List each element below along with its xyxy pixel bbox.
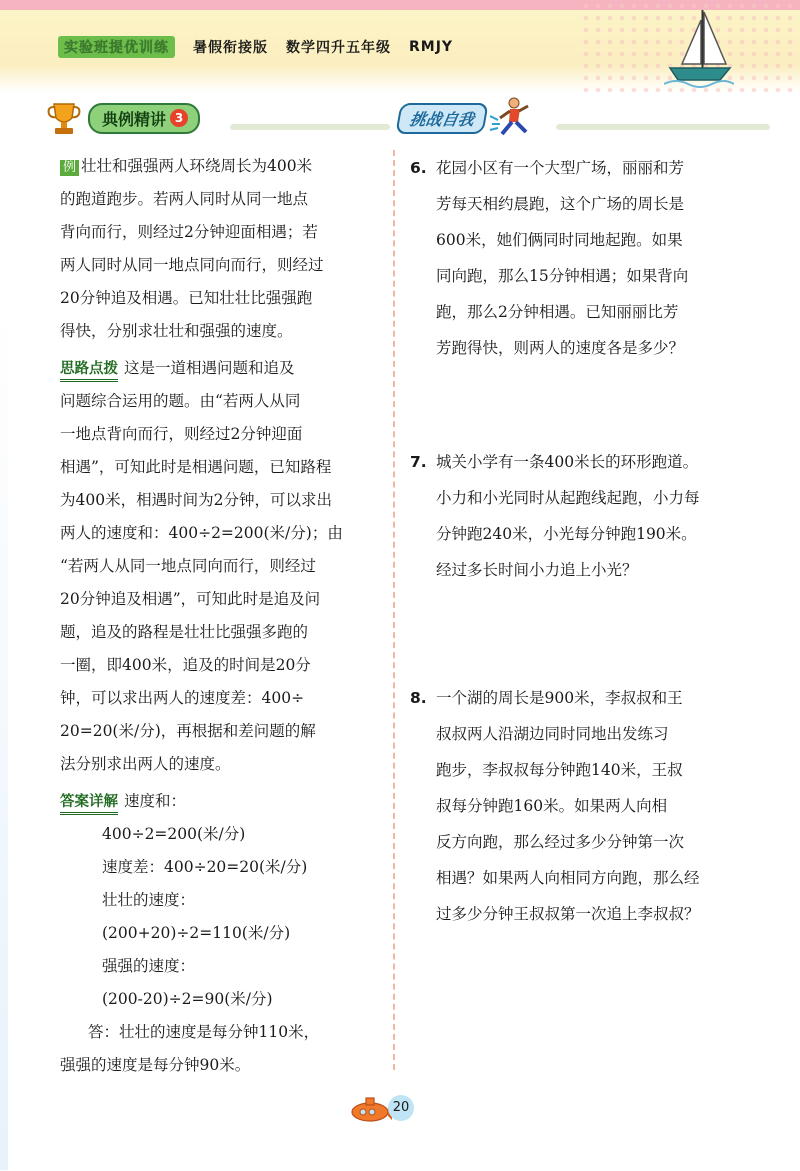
hint-label: 思路点拨: [60, 359, 118, 382]
example-tag: 例: [60, 160, 79, 176]
hint-line: 相遇”，可知此时是相遇问题，已知路程: [60, 458, 332, 476]
problem-line: 反方向跑，那么经过多少分钟第一次: [436, 833, 685, 851]
trophy-icon: [44, 98, 84, 138]
example-title-pill: [88, 103, 200, 134]
submarine-icon: [348, 1092, 392, 1124]
problem-number: 8.: [410, 689, 427, 707]
problem-line: 同向跑，那么15分钟相遇；如果背向: [436, 267, 689, 285]
problem-line: 芳跑得快，则两人的速度各是多少？: [436, 339, 685, 357]
problem-line: 经过多长时间小力追上小光？: [436, 561, 638, 579]
edition-code: RMJY: [409, 39, 454, 55]
problem-line: 叔每分钟跑160米。如果两人向相: [436, 797, 668, 815]
subject-label: 数学四升五年级: [286, 40, 391, 56]
problem-line: 跑，那么2分钟相遇。已知丽丽比芳: [436, 303, 679, 321]
hint-line: 问题综合运用的题。由“若两人从同: [60, 392, 301, 410]
page-footer: [348, 1092, 414, 1124]
problem-line: 花园小区有一个大型广场，丽丽和芳: [436, 159, 685, 177]
problem-line: 跑步，李叔叔每分钟跑140米，王叔: [436, 761, 683, 779]
hint-line: 题，追及的路程是壮壮比强强多跑的: [60, 623, 309, 641]
problem-line: 叔叔两人沿湖边同时同地出发练习: [436, 725, 669, 743]
problem-line: 分钟跑240米，小光每分钟跑190米。: [436, 525, 697, 543]
answer-line: 壮壮的速度：: [102, 891, 196, 909]
answer-label: 答案详解: [60, 792, 118, 815]
hint-line: 为400米，相遇时间为2分钟，可以求出: [60, 491, 332, 509]
problem-text: [436, 150, 754, 366]
problem-line: 得快，分别求壮壮和强强的速度。: [60, 322, 293, 340]
page-number: 20: [388, 1095, 414, 1121]
hint-line: 20=20(米/分)，再根据和差问题的解: [60, 722, 316, 740]
answer-line: (200+20)÷2=110(米/分): [102, 924, 291, 942]
answer-line: 速度差：400÷20=20(米/分): [102, 858, 308, 876]
problem-number: 7.: [410, 453, 427, 471]
challenge-section-header: [398, 98, 534, 138]
answer-line: 400÷2=200(米/分): [102, 825, 246, 843]
hint-line: 法分别求出两人的速度。: [60, 755, 231, 773]
hint-line: 20分钟追及相遇”，可知此时是追及问: [60, 590, 321, 608]
example-section-header: [44, 98, 200, 138]
hint-line: “若两人从同一地点同向而行，则经过: [60, 557, 316, 575]
answer-block: [60, 785, 380, 1082]
answer-line: 强强的速度：: [102, 957, 196, 975]
problem-line: 城关小学有一条400米长的环形跑道。: [436, 453, 699, 471]
section-title: 典例精讲: [102, 109, 167, 129]
column-divider: [393, 150, 395, 1070]
runner-icon: [488, 96, 534, 140]
problem-line: 两人同时从同一地点同向而行，则经过: [60, 256, 324, 274]
problem-line: 600米，她们俩同时同地起跑。如果: [436, 231, 683, 249]
problem-8: [410, 680, 754, 932]
answer-line: 强强的速度是每分钟90米。: [60, 1056, 251, 1074]
hint-line: 一圈，即400米，追及的时间是20分: [60, 656, 311, 674]
hint-line: 两人的速度和：400÷2=200(米/分)；由: [60, 524, 343, 542]
problem-text: [436, 680, 754, 932]
problem-line: 例 壮壮和强强两人环绕周长为400米: [60, 150, 380, 183]
answer-line: (200-20)÷2=90(米/分): [102, 990, 273, 1008]
problem-line: 的跑道跑步。若两人同时从同一地点: [60, 190, 309, 208]
hint-line: 钟，可以求出两人的速度差：400÷: [60, 689, 305, 707]
section-number-badge: 3: [170, 109, 188, 127]
answer-line: 答案详解 速度和：: [60, 785, 380, 818]
problem-line: 过多少分钟王叔叔第一次追上李叔叔？: [436, 905, 700, 923]
problem-line: 相遇？如果两人向相同方向跑，那么经: [436, 869, 700, 887]
problem-line: 背向而行，则经过2分钟迎面相遇；若: [60, 223, 318, 241]
hint-block: [60, 352, 380, 781]
page-edge-strip: [0, 300, 8, 1170]
problem-text: [436, 444, 754, 588]
hint-line: 思路点拨 这是一道相遇问题和追及: [60, 352, 380, 385]
hint-line: 一地点背向而行，则经过2分钟迎面: [60, 425, 303, 443]
running-header: [58, 36, 453, 58]
problem-line: 芳每天相约晨跑，这个广场的周长是: [436, 195, 685, 213]
example-problem: [60, 150, 380, 348]
problem-6: [410, 150, 754, 366]
problem-line: 一个湖的周长是900米，李叔叔和王: [436, 689, 683, 707]
example-column: [60, 150, 380, 1082]
section-rule-right: [556, 124, 770, 130]
sailboat-icon: [664, 6, 734, 88]
edition-label: 暑假衔接版: [193, 40, 268, 56]
section-rule-left: [230, 124, 390, 130]
problem-7: [410, 444, 754, 588]
series-title: 实验班提优训练: [58, 36, 175, 58]
problem-line: 20分钟追及相遇。已知壮壮比强强跑: [60, 289, 313, 307]
problem-line: 小力和小光同时从起跑线起跑，小力每: [436, 489, 700, 507]
problem-number: 6.: [410, 159, 427, 177]
challenge-title: 挑战自我: [395, 103, 488, 134]
answer-line: 答：壮壮的速度是每分钟110米，: [88, 1023, 320, 1041]
